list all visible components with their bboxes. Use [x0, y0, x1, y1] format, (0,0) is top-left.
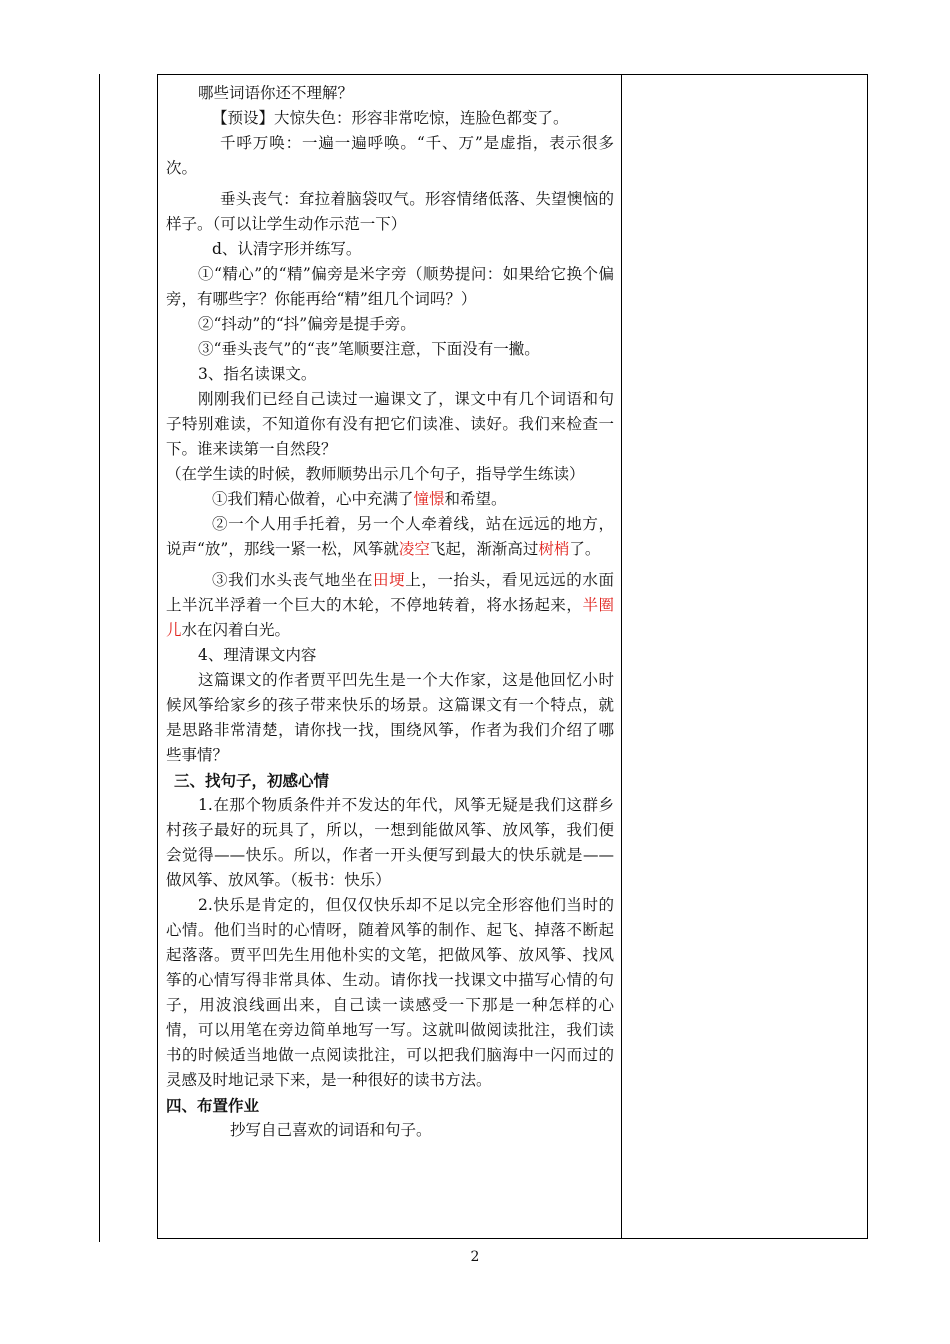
sentence-1-text: ①我们精心做着，心中充满了 [212, 490, 414, 508]
sentence-2-text: 了。 [569, 540, 601, 558]
page-number: 2 [470, 1249, 480, 1265]
sentence-1 [166, 487, 614, 512]
step-4: 4、理清课文内容 [198, 646, 317, 664]
vocab-qianhu: 千呼万唤：一遍一遍呼唤。“千、万”是虚指，表示很多次。 [166, 134, 614, 177]
section-3-para-2: 2.快乐是肯定的，但仅仅快乐却不足以完全形容他们当时的心情。他们当时的心情呀，随着风筝的制作、起飞、掉落不断起起落落。贾平凹先生用他朴实的文笔，把做风筝、放风筝、找风筝的心情写得非常具体、生动。请你找一找课文中描写心情的句子，用波浪线画出来，自己读一读感受一下那是一种怎样的心情，可以用笔在旁边简单地写一写。这就叫做阅读批注，我们读书的时候适当地做一点阅读批注，可以把我们脑海中一闪而过的灵感及时地记录下来，是一种很好的读书方法。 [166, 896, 614, 1089]
content-summary: 这篇课文的作者贾平凹先生是一个大作家，这是他回忆小时候风筝给家乡的孩子带来快乐的场景。这篇课文有一个特点，就是思路非常清楚，请你找一找，围绕风筝，作者为我们介绍了哪些事情？ [166, 671, 614, 764]
sentence-2-text: 飞起，渐渐高过 [429, 540, 539, 558]
lesson-table [157, 74, 868, 1239]
section-4-heading: 四、布置作业 [166, 1096, 260, 1115]
section-3-para-1: 1.在那个物质条件并不发达的年代，风筝无疑是我们这群乡村孩子最好的玩具了，所以，一想到能做风筝、放风筝，我们便会觉得——快乐。所以，作者一开头便写到最大的快乐就是——做风筝、放风筝。（板书：快乐） [166, 796, 614, 889]
sentence-3-text: ③我们水头丧气地坐在 [212, 571, 374, 589]
glyph-note-1: ①“精心”的“精”偏旁是米字旁（顺势提问：如果给它换个偏旁，有哪些字？你能再给“精”组几个词吗？） [166, 265, 614, 308]
column-divider [621, 75, 622, 1238]
reading-intro: 刚刚我们已经自己读过一遍课文了，课文中有几个词语和句子特别难读，不知道你有没有把它们读准、读好。我们来检查一下。谁来读第一自然段？ [166, 390, 614, 458]
question-line: 哪些词语你还不理解？ [198, 84, 354, 102]
sentence-1-text: 和希望。 [444, 490, 507, 508]
sentence-2-text: ②一个人用手托着，另一个人牵着线，站在远远的地方，说声“放”，那线一紧一松，风筝就 [166, 515, 614, 558]
teacher-note: （在学生读的时候，教师顺势出示几个句子，指导学生练读） [166, 465, 585, 483]
section-3-heading: 三、找句子，初感心情 [174, 771, 330, 790]
highlight-word: 树梢 [538, 540, 570, 558]
preset-line: 【预设】大惊失色：形容非常吃惊，连脸色都变了。 [212, 109, 569, 127]
vocab-chuitou: 垂头丧气：耷拉着脑袋叹气。形容情绪低落、失望懊恼的样子。（可以让学生动作示范一下） [166, 190, 614, 233]
lesson-content [166, 75, 614, 1143]
margin-rule [99, 74, 100, 1242]
highlight-word: 半圈儿 [166, 596, 614, 639]
highlight-word: 憧憬 [413, 490, 445, 508]
glyph-note-3: ③“垂头丧气”的“丧”笔顺要注意，下面没有一撇。 [198, 340, 540, 358]
step-d: d、认清字形并练写。 [212, 240, 362, 258]
step-3: 3、指名读课文。 [198, 365, 317, 383]
highlight-word: 凌空 [398, 540, 430, 558]
sentence-2 [166, 512, 614, 562]
highlight-word: 田埂 [373, 571, 406, 589]
sentence-3-text: 水在闪着白光。 [181, 621, 291, 639]
sentence-3-text: 上，一抬头，看见远远的水面上半沉半浮着一个巨大的木轮，不停地转着，将水扬起来， [166, 571, 614, 614]
glyph-note-2: ②“抖动”的“抖”偏旁是提手旁。 [198, 315, 416, 333]
sentence-3 [166, 568, 614, 643]
homework-line: 抄写自己喜欢的词语和句子。 [230, 1121, 432, 1139]
